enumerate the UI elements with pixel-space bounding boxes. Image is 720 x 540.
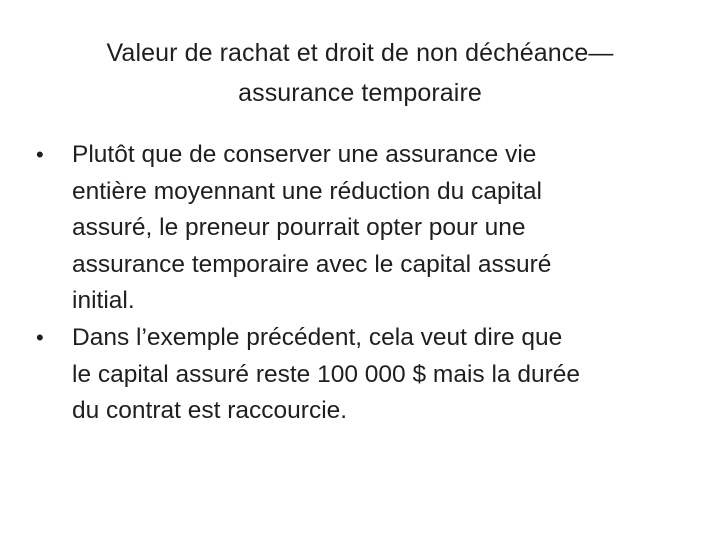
bullet-line: entière moyennant une réduction du capital [72, 177, 542, 205]
bullet-line: initial. [72, 287, 135, 315]
bullet-item-rachat [36, 137, 686, 320]
bullet-dot-icon: • [36, 324, 44, 350]
bullet-line: assurance temporaire avec le capital assuré [72, 250, 552, 278]
bullet-line: Plutôt que de conserver une assurance vie [72, 141, 537, 168]
slide-title [40, 33, 680, 113]
bullet-dot-icon: • [36, 142, 44, 167]
bullet-line: Dans l’exemple précédent, cela veut dire que [72, 323, 563, 351]
bullet-line: le capital assuré reste 100 000 $ mais la durée [72, 360, 580, 388]
title-line-1: Valeur de rachat et droit de non déchéance— [106, 39, 614, 67]
bullet-line: du contrat est raccourcie. [72, 397, 348, 425]
title-line-2: assurance temporaire [238, 79, 482, 107]
bullet-item-exemple [36, 320, 686, 430]
bullet-line: assuré, le preneur pourrait opter pour une [72, 214, 526, 242]
bullet-list [36, 137, 686, 430]
